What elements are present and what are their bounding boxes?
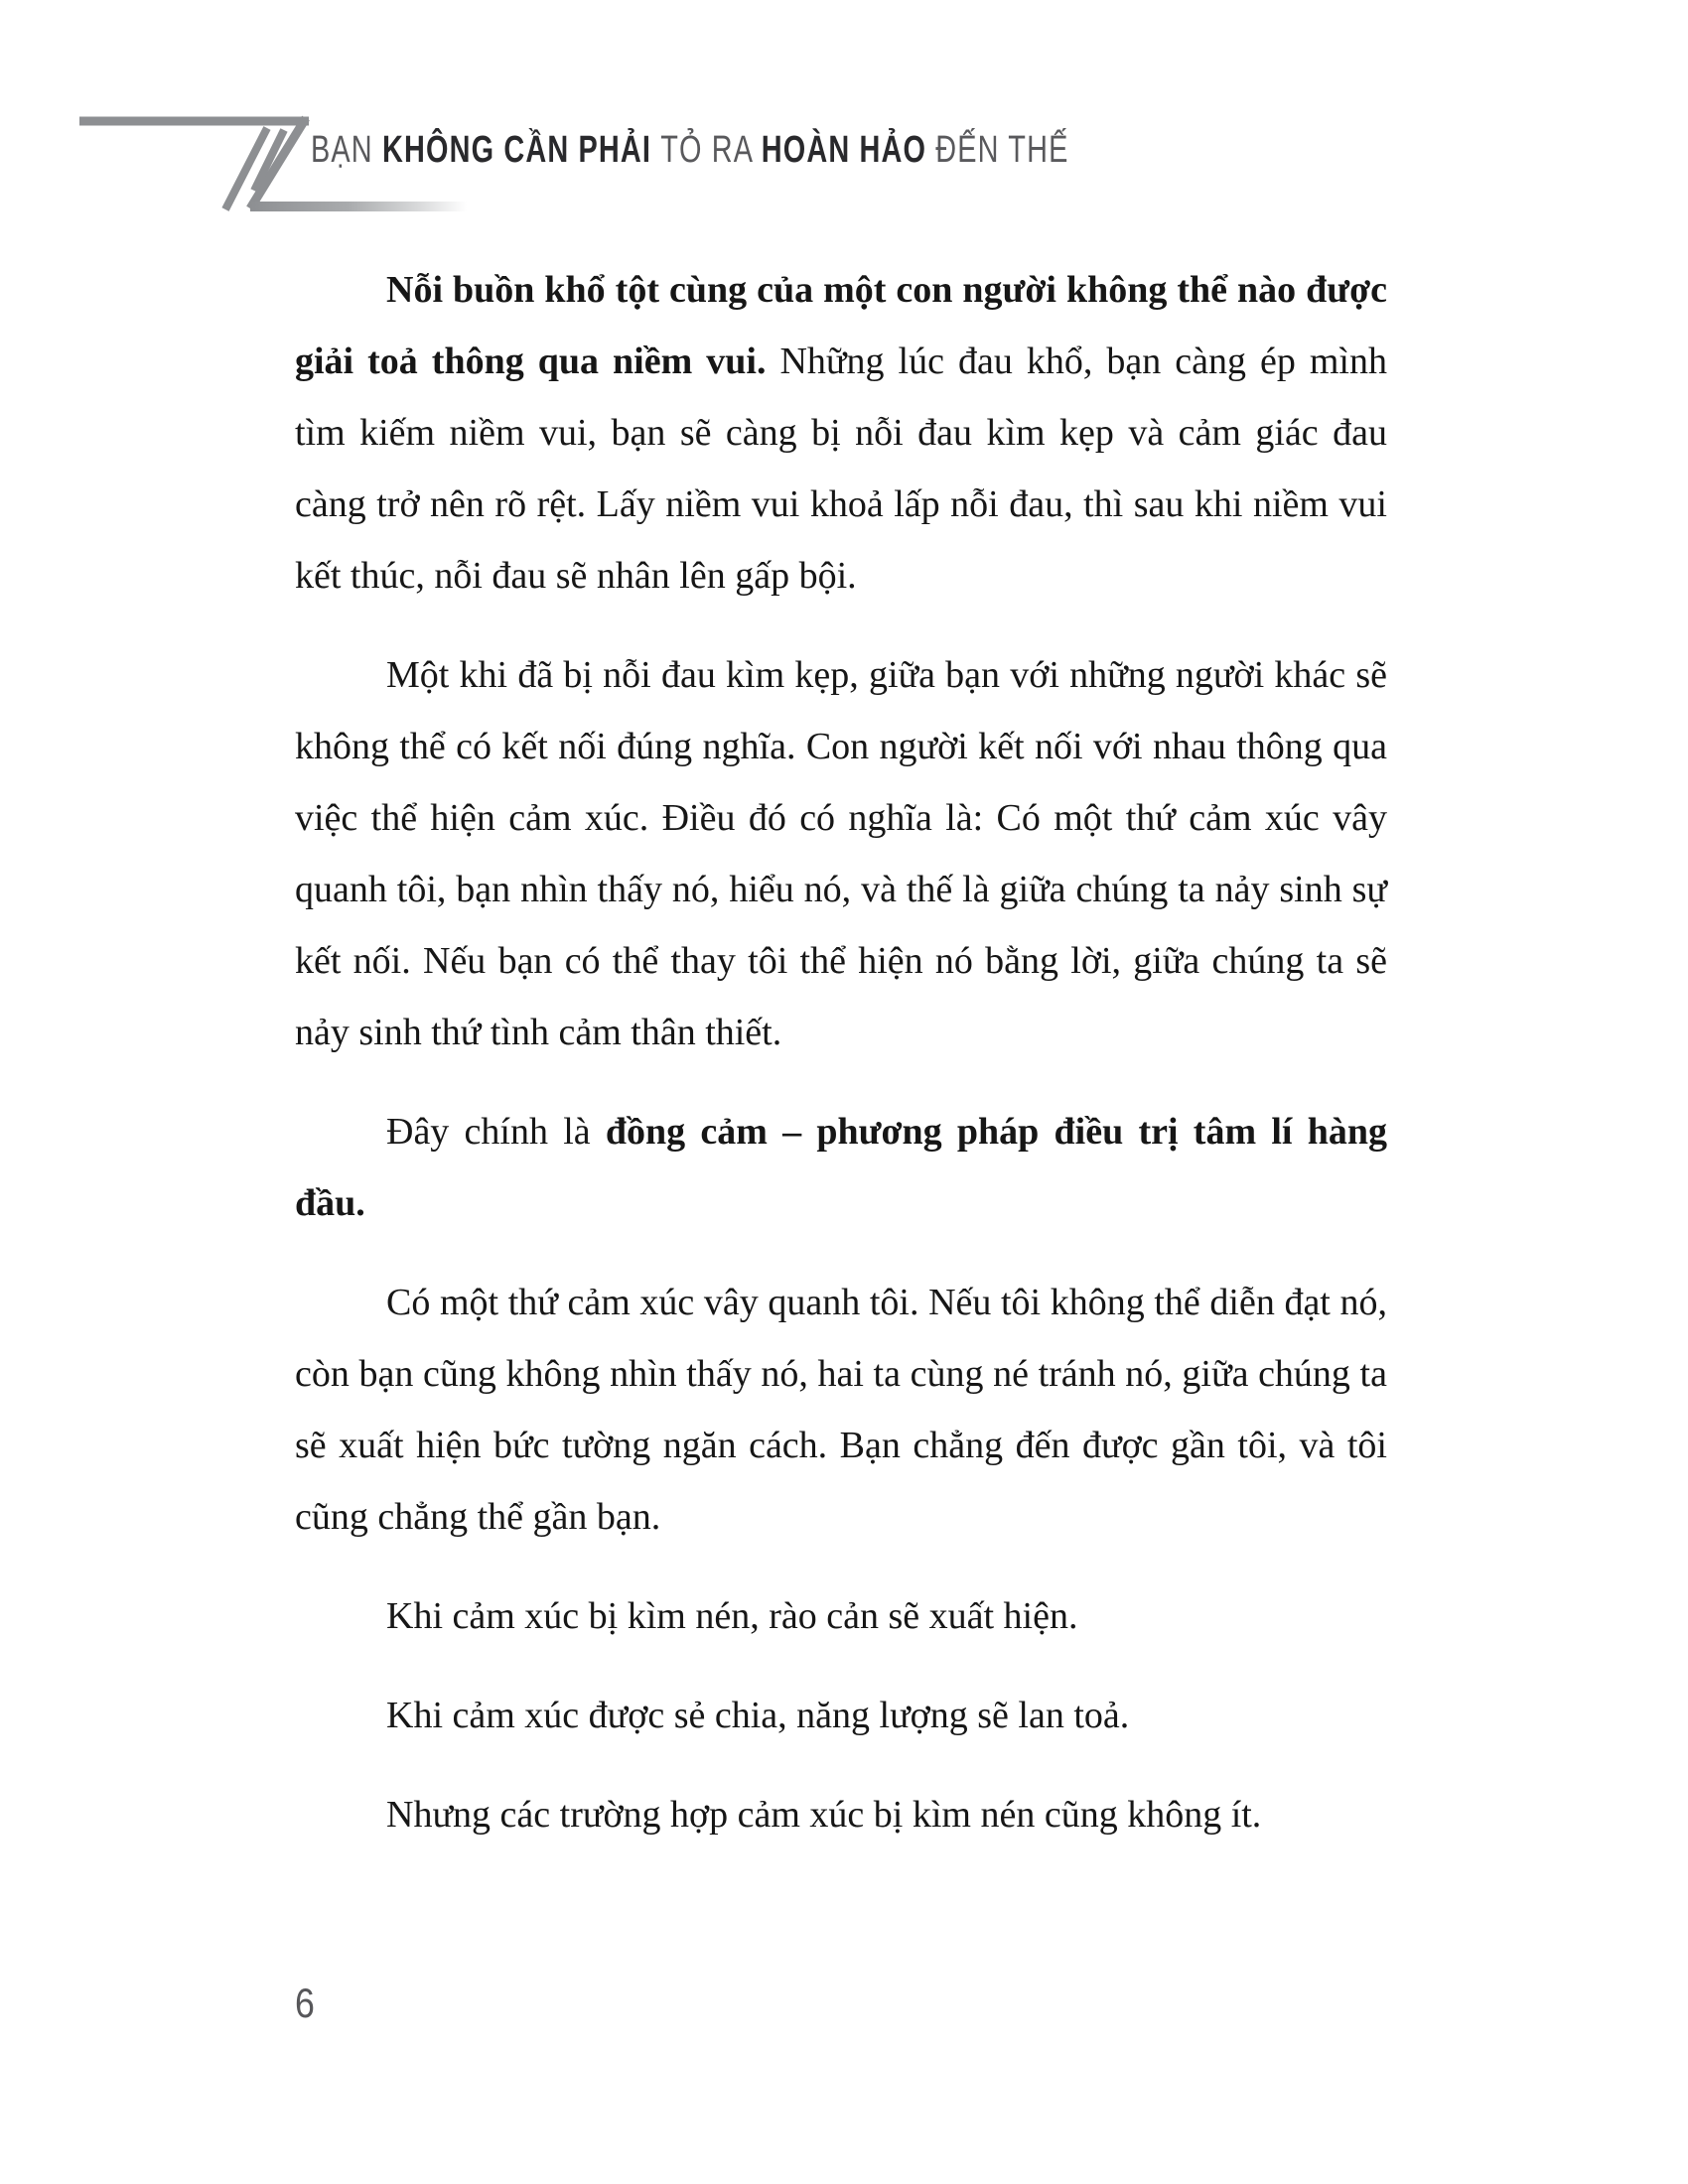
running-title-segment: ĐẾN THẾ xyxy=(935,129,1069,171)
paragraph-text-segment: Có một thứ cảm xúc vây quanh tôi. Nếu tôi không thể diễn đạt nó, còn bạn cũng không nhìn thấy nó, hai ta cùng né tránh nó, giữa chúng ta sẽ xuất hiện bức tường ngăn cách. Bạn chẳng đến được gần tôi, và tôi cũng chẳng thể gần bạn. xyxy=(295,1282,1387,1538)
paragraph xyxy=(295,254,1387,612)
running-title-segment: TỎ RA xyxy=(660,129,762,171)
paragraph-text-segment: Khi cảm xúc bị kìm nén, rào cản sẽ xuất hiện. xyxy=(386,1595,1078,1637)
paragraph-text-segment: Đây chính là xyxy=(386,1111,606,1153)
paragraph-text-segment: Một khi đã bị nỗi đau kìm kẹp, giữa bạn với những người khác sẽ không thể có kết nối đúng nghĩa. Con người kết nối với nhau thông qua việc thể hiện cảm xúc. Điều đó có nghĩa là: Có một thứ cảm xúc vây quanh tôi, bạn nhìn thấy nó, hiểu nó, và thế là giữa chúng ta nảy sinh sự kết nối. Nếu bạn có thể thay tôi thể hiện nó bằng lời, giữa chúng ta sẽ nảy sinh thứ tình cảm thân thiết. xyxy=(295,654,1387,1053)
paragraph-text-segment: Những lúc đau khổ, bạn càng ép mình tìm kiếm niềm vui, bạn sẽ càng bị nỗi đau kìm kẹp và cảm giác đau càng trở nên rõ rệt. Lấy niềm vui khoả lấp nỗi đau, thì sau khi niềm vui kết thúc, nỗi đau sẽ nhân lên gấp bội. xyxy=(295,341,1387,597)
paragraph xyxy=(295,1267,1387,1553)
paragraph-bold-segment: đồng cảm – phương pháp điều trị tâm lí hàng đầu. xyxy=(295,1111,1387,1224)
paragraph xyxy=(295,639,1387,1068)
header-underline-gradient-bar xyxy=(250,202,467,211)
paragraph-text-segment: Nhưng các trường hợp cảm xúc bị kìm nén cũng không ít. xyxy=(386,1794,1262,1836)
paragraph xyxy=(295,1096,1387,1239)
paragraph-bold-segment: Nỗi buồn khổ tột cùng của một con người không thể nào được giải toả thông qua niềm vui. xyxy=(295,269,1387,382)
paragraph xyxy=(295,1680,1387,1751)
paragraph xyxy=(295,1580,1387,1652)
running-title-segment: HOÀN HẢO xyxy=(761,129,936,171)
body-text xyxy=(295,254,1387,1878)
paragraph xyxy=(295,1779,1387,1850)
running-title xyxy=(311,127,1068,173)
running-title-segment: KHÔNG CẦN PHẢI xyxy=(381,129,661,171)
running-title-segment: BẠN xyxy=(311,129,382,171)
paragraph-text-segment: Khi cảm xúc được sẻ chia, năng lượng sẽ lan toả. xyxy=(386,1695,1130,1736)
page-number: 6 xyxy=(295,1979,315,2026)
